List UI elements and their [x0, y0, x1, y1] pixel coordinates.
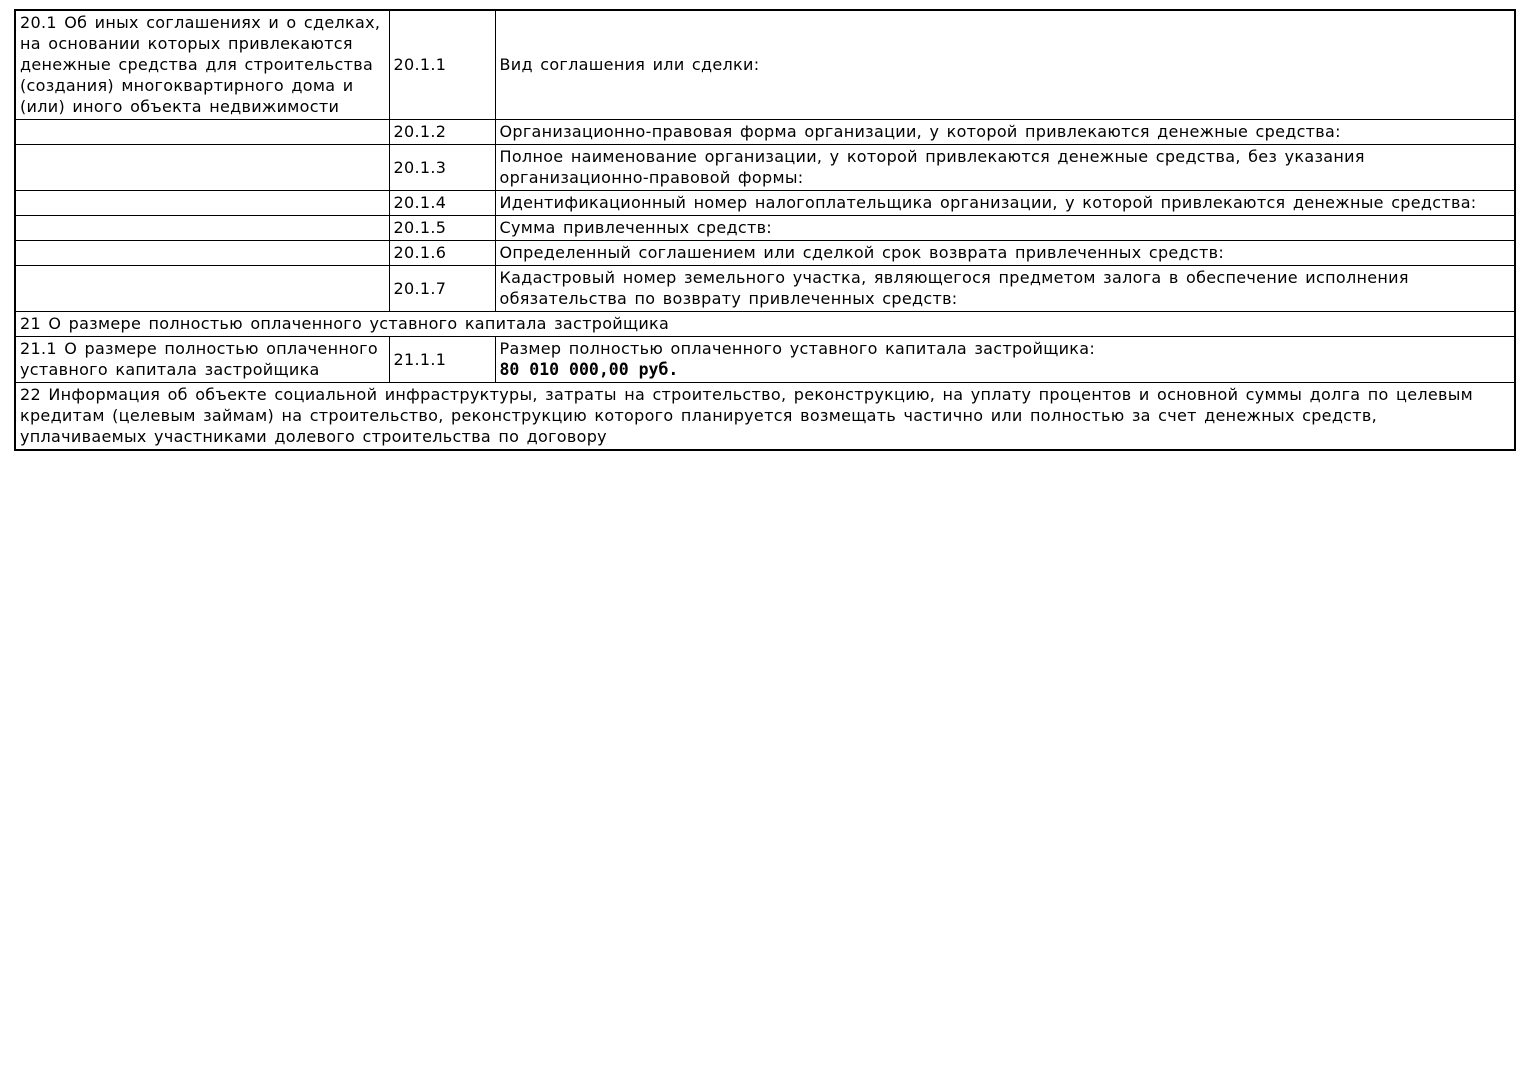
- empty-label-cell: [15, 145, 389, 191]
- table-row-section-22: [15, 383, 1515, 451]
- empty-label-cell: [15, 216, 389, 241]
- item-description-20-1-3: Полное наименование организации, у которой привлекаются денежные средства, без указания организационно-правовой формы:: [495, 145, 1515, 191]
- item-value-cell-21-1-1: [495, 337, 1515, 383]
- section-22-header-cell: 22 Информация об объекте социальной инфраструктуры, затраты на строительство, реконструкцию, на уплату процентов и основной суммы долга по целевым кредитам (целевым займам) на строительство, реконструкцию которого планируется возмещать частично или полностью за счет денежных средств, уплачиваемых участниками долевого строительства по договору: [15, 383, 1515, 451]
- item-code-20-1-7: 20.1.7: [389, 266, 495, 312]
- table-row-20-1-5: [15, 216, 1515, 241]
- item-code-20-1-6: 20.1.6: [389, 241, 495, 266]
- item-description-20-1-2: Организационно-правовая форма организации, у которой привлекаются денежные средства:: [495, 120, 1515, 145]
- document-page: [0, 9, 1529, 1080]
- table-row-20-1-3: [15, 145, 1515, 191]
- item-code-20-1-1: 20.1.1: [389, 10, 495, 120]
- table-row-section-21: [15, 312, 1515, 337]
- item-description-20-1-5: Сумма привлеченных средств:: [495, 216, 1515, 241]
- item-code-20-1-2: 20.1.2: [389, 120, 495, 145]
- table-row-21-1-1: [15, 337, 1515, 383]
- item-code-21-1-1: 21.1.1: [389, 337, 495, 383]
- table-row-20-1-7: [15, 266, 1515, 312]
- table-row-20-1-1: [15, 10, 1515, 120]
- empty-label-cell: [15, 191, 389, 216]
- empty-label-cell: [15, 120, 389, 145]
- item-code-20-1-4: 20.1.4: [389, 191, 495, 216]
- declaration-table: [14, 9, 1516, 451]
- item-description-20-1-1: Вид соглашения или сделки:: [495, 10, 1515, 120]
- item-description-20-1-4: Идентификационный номер налогоплательщика организации, у которой привлекаются денежные средства:: [495, 191, 1515, 216]
- section-21-1-label-cell: 21.1 О размере полностью оплаченного уставного капитала застройщика: [15, 337, 389, 383]
- table-row-20-1-6: [15, 241, 1515, 266]
- table-row-20-1-2: [15, 120, 1515, 145]
- item-description-20-1-6: Определенный соглашением или сделкой срок возврата привлеченных средств:: [495, 241, 1515, 266]
- item-description-20-1-7: Кадастровый номер земельного участка, являющегося предметом залога в обеспечение исполнения обязательства по возврату привлеченных средств:: [495, 266, 1515, 312]
- charter-capital-value: 80 010 000,00 руб.: [499, 360, 679, 379]
- empty-label-cell: [15, 241, 389, 266]
- item-code-20-1-3: 20.1.3: [389, 145, 495, 191]
- section-21-header-cell: 21 О размере полностью оплаченного уставного капитала застройщика: [15, 312, 1515, 337]
- table-row-20-1-4: [15, 191, 1515, 216]
- section-20-1-label-cell: 20.1 Об иных соглашениях и о сделках, на основании которых привлекаются денежные средства для строительства (создания) многоквартирного дома и (или) иного объекта недвижимости: [15, 10, 389, 120]
- item-description-21-1-1: Размер полностью оплаченного уставного капитала застройщика:: [499, 339, 1096, 358]
- item-code-20-1-5: 20.1.5: [389, 216, 495, 241]
- empty-label-cell: [15, 266, 389, 312]
